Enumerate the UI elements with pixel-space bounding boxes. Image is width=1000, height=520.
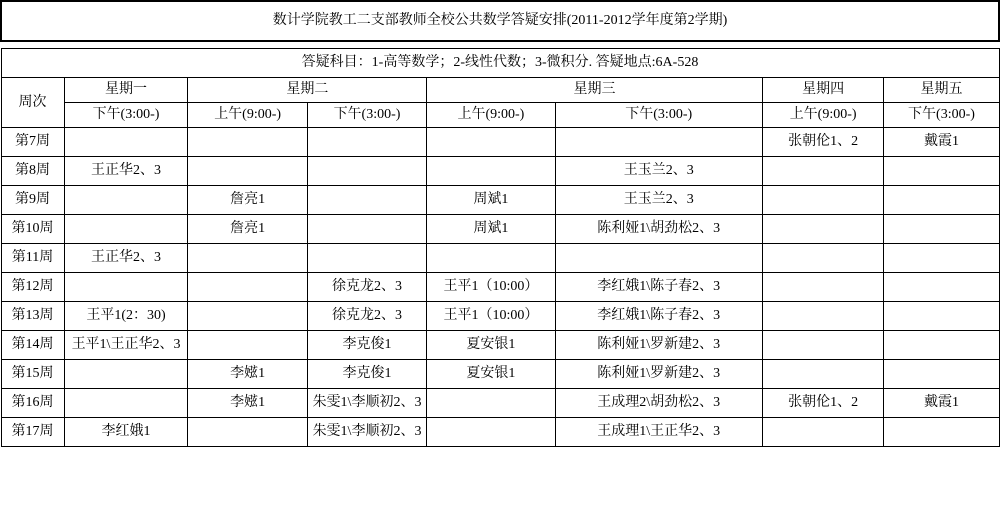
cell-wed-am: 王平1（10:00） [427,302,555,331]
cell-tue-am: 詹亮1 [188,215,307,244]
week-label: 第11周 [1,244,64,273]
cell-fri-pm [884,360,999,389]
cell-mon-pm: 王平1\王正华2、3 [64,331,188,360]
week-label: 第17周 [1,418,64,447]
week-column-header: 周次 [1,78,64,128]
table-row [1,389,999,418]
cell-wed-am [427,244,555,273]
week-label: 第12周 [1,273,64,302]
slot-header-row [1,103,999,128]
cell-wed-pm: 王玉兰2、3 [555,157,762,186]
slot-header-wed-pm: 下午(3:00-) [555,103,762,128]
cell-mon-pm [64,128,188,157]
cell-wed-am [427,157,555,186]
title-row [1,1,999,41]
cell-thu-am [762,331,884,360]
cell-mon-pm: 王正华2、3 [64,157,188,186]
cell-tue-am [188,418,307,447]
cell-fri-pm [884,244,999,273]
cell-tue-am [188,331,307,360]
cell-wed-pm: 李红娥1\陈子春2、3 [555,273,762,302]
week-label: 第10周 [1,215,64,244]
cell-fri-pm: 戴霞1 [884,128,999,157]
cell-thu-am [762,360,884,389]
week-label: 第8周 [1,157,64,186]
cell-wed-pm: 王成理2\胡劲松2、3 [555,389,762,418]
cell-wed-pm: 陈利娅1\罗新建2、3 [555,331,762,360]
cell-tue-pm [307,157,426,186]
cell-thu-am [762,186,884,215]
cell-thu-am [762,157,884,186]
cell-tue-pm [307,128,426,157]
cell-tue-am [188,157,307,186]
cell-tue-pm: 李克俊1 [307,360,426,389]
cell-wed-pm: 王玉兰2、3 [555,186,762,215]
table-row [1,186,999,215]
cell-thu-am: 张朝伦1、2 [762,389,884,418]
cell-fri-pm: 戴霞1 [884,389,999,418]
cell-thu-am [762,418,884,447]
cell-fri-pm [884,186,999,215]
cell-wed-am: 周斌1 [427,215,555,244]
cell-fri-pm [884,273,999,302]
day-header-wednesday: 星期三 [427,78,763,103]
week-label: 第9周 [1,186,64,215]
page-title: 数计学院教工二支部教师全校公共数学答疑安排(2011-2012学年度第2学期) [1,1,999,41]
day-header-thursday: 星期四 [762,78,884,103]
table-row [1,244,999,273]
week-label: 第16周 [1,389,64,418]
cell-tue-pm: 徐克龙2、3 [307,273,426,302]
cell-mon-pm: 王平1(2：30) [64,302,188,331]
slot-header-tue-pm: 下午(3:00-) [307,103,426,128]
cell-tue-am: 李娹1 [188,360,307,389]
cell-fri-pm [884,418,999,447]
table-row [1,302,999,331]
day-header-row [1,78,999,103]
table-row [1,157,999,186]
cell-wed-am [427,128,555,157]
cell-fri-pm [884,215,999,244]
cell-wed-pm: 王成理1\王正华2、3 [555,418,762,447]
cell-mon-pm: 李红娥1 [64,418,188,447]
cell-wed-pm: 陈利娅1\胡劲松2、3 [555,215,762,244]
table-row [1,215,999,244]
cell-wed-pm: 李红娥1\陈子春2、3 [555,302,762,331]
cell-mon-pm [64,215,188,244]
cell-tue-am [188,273,307,302]
cell-tue-pm [307,215,426,244]
slot-header-fri-pm: 下午(3:00-) [884,103,999,128]
cell-wed-am: 夏安银1 [427,331,555,360]
spacer [1,41,999,49]
cell-thu-am [762,273,884,302]
cell-mon-pm [64,360,188,389]
cell-wed-pm: 陈利娅1\罗新建2、3 [555,360,762,389]
slot-header-tue-am: 上午(9:00-) [188,103,307,128]
cell-mon-pm: 王正华2、3 [64,244,188,273]
cell-fri-pm [884,302,999,331]
cell-tue-pm: 李克俊1 [307,331,426,360]
slot-header-wed-am: 上午(9:00-) [427,103,555,128]
cell-wed-am: 周斌1 [427,186,555,215]
week-label: 第14周 [1,331,64,360]
cell-tue-am [188,128,307,157]
cell-mon-pm [64,186,188,215]
cell-wed-am [427,389,555,418]
cell-mon-pm [64,389,188,418]
cell-mon-pm [64,273,188,302]
week-label: 第15周 [1,360,64,389]
cell-thu-am: 张朝伦1、2 [762,128,884,157]
cell-tue-pm: 朱雯1\李顺初2、3 [307,389,426,418]
cell-tue-am: 詹亮1 [188,186,307,215]
cell-tue-pm [307,244,426,273]
cell-tue-pm [307,186,426,215]
day-header-friday: 星期五 [884,78,999,103]
cell-wed-pm [555,128,762,157]
cell-tue-pm: 徐克龙2、3 [307,302,426,331]
subject-note: 答疑科目：1-高等数学；2-线性代数；3-微积分. 答疑地点:6A-528 [1,49,999,78]
cell-tue-am [188,302,307,331]
cell-tue-am: 李娹1 [188,389,307,418]
week-label: 第7周 [1,128,64,157]
cell-wed-am: 夏安银1 [427,360,555,389]
cell-fri-pm [884,331,999,360]
day-header-tuesday: 星期二 [188,78,427,103]
subject-note-row [1,49,999,78]
slot-header-thu-am: 上午(9:00-) [762,103,884,128]
cell-tue-pm: 朱雯1\李顺初2、3 [307,418,426,447]
table-row [1,418,999,447]
cell-thu-am [762,215,884,244]
table-row [1,128,999,157]
table-row [1,360,999,389]
slot-header-mon-pm: 下午(3:00-) [64,103,188,128]
day-header-monday: 星期一 [64,78,188,103]
spacer-row [1,41,999,49]
table-row [1,273,999,302]
cell-fri-pm [884,157,999,186]
cell-tue-am [188,244,307,273]
cell-thu-am [762,244,884,273]
week-label: 第13周 [1,302,64,331]
cell-wed-pm [555,244,762,273]
cell-wed-am [427,418,555,447]
cell-thu-am [762,302,884,331]
cell-wed-am: 王平1（10:00） [427,273,555,302]
table-row [1,331,999,360]
